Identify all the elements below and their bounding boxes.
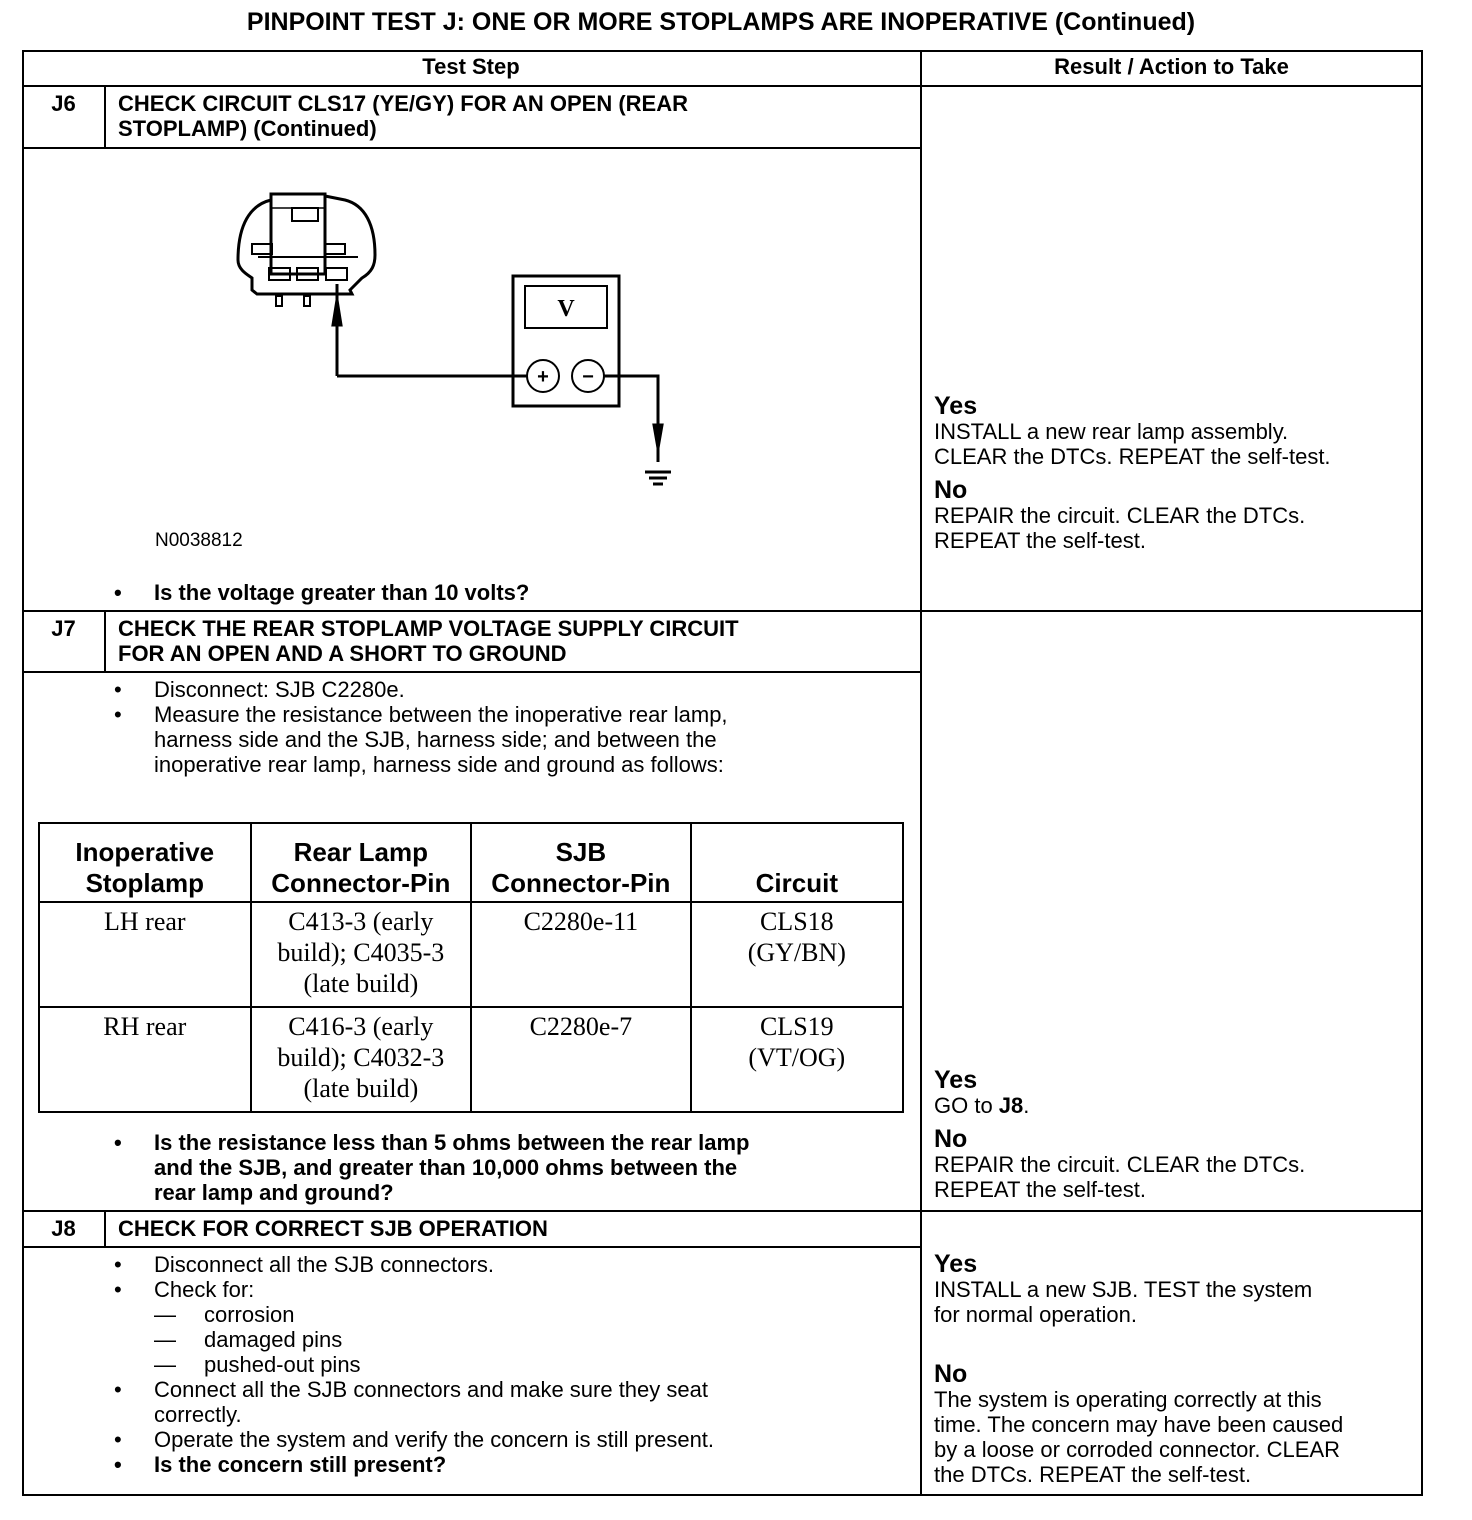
- minus-terminal: −: [582, 366, 594, 388]
- j7-result: Yes GO to J8. No REPAIR the circuit. CLEAR the DTCs. REPEAT the self-test.: [934, 1066, 1306, 1202]
- no-label: No: [934, 1125, 968, 1153]
- meter-label: V: [557, 296, 575, 322]
- probe-wire: [333, 284, 527, 376]
- j8-result: Yes INSTALL a new SJB. TEST the system for normal operation. No The system is operating correctly at this time. The concern may have been caused by a loose or corroded connector. CLEAR the DTCs. REPEAT the self-test.: [934, 1250, 1344, 1487]
- header-test-step: Test Step: [422, 54, 520, 79]
- j8-instructions: • Disconnect all the SJB connectors. • Check for: — corrosion — damaged pins — pushed-out pins • Connect all the SJB connectors and make sure they seat correctly. • Operate the system and verify the concern is still present. • Is the concern still present?: [114, 1252, 715, 1477]
- yes-label: Yes: [934, 392, 978, 420]
- col-header: Rear Lamp Connector-Pin: [251, 823, 472, 902]
- step-number: J7: [51, 616, 76, 641]
- no-label: No: [934, 476, 968, 504]
- table-header-row: [39, 823, 903, 902]
- header-result: Result / Action to Take: [1054, 54, 1289, 79]
- plus-terminal: +: [537, 366, 549, 388]
- table-row: RH rear C416-3 (early build); C4032-3 (late build) C2280e-7 CLS19 (VT/OG): [39, 1007, 903, 1112]
- j7-question: • Is the resistance less than 5 ohms between the rear lamp and the SJB, and greater than 10,000 ohms between the rear lamp and ground?: [114, 1130, 750, 1205]
- step-title: CHECK THE REAR STOPLAMP VOLTAGE SUPPLY CIRCUIT FOR AN OPEN AND A SHORT TO GROUND: [118, 616, 739, 666]
- step-number: J6: [51, 91, 76, 116]
- page-title: PINPOINT TEST J: ONE OR MORE STOPLAMPS ARE INOPERATIVE (Continued): [246, 8, 1196, 36]
- figure-id: N0038812: [155, 530, 243, 551]
- col-header: Circuit: [691, 823, 903, 902]
- col-header: SJB Connector-Pin: [471, 823, 691, 902]
- col-header: Inoperative Stoplamp: [39, 823, 251, 902]
- connector-icon: [238, 194, 375, 306]
- step-title: CHECK FOR CORRECT SJB OPERATION: [118, 1216, 548, 1241]
- yes-label: Yes: [934, 1066, 978, 1094]
- ground-icon: [604, 376, 671, 484]
- step-title: CHECK CIRCUIT CLS17 (YE/GY) FOR AN OPEN (REAR STOPLAMP) (Continued): [118, 91, 689, 141]
- goto-j8-link[interactable]: J8: [998, 1093, 1024, 1118]
- j7-instructions: • Disconnect: SJB C2280e. • Measure the resistance between the inoperative rear lamp, harness side and the SJB, harness side; and between the inoperative rear lamp, harness side and ground as follows:: [114, 677, 728, 777]
- step-number: J8: [51, 1216, 76, 1241]
- yes-label: Yes: [934, 1250, 978, 1278]
- circuit-table: [38, 822, 904, 1113]
- j6-result: Yes INSTALL a new rear lamp assembly. CLEAR the DTCs. REPEAT the self-test. No REPAIR the circuit. CLEAR the DTCs. REPEAT the self-test.: [934, 392, 1331, 553]
- no-label: No: [934, 1360, 968, 1388]
- j6-question: • Is the voltage greater than 10 volts?: [114, 580, 530, 605]
- table-row: LH rear C413-3 (early build); C4035-3 (late build) C2280e-11 CLS18 (GY/BN): [39, 902, 903, 1007]
